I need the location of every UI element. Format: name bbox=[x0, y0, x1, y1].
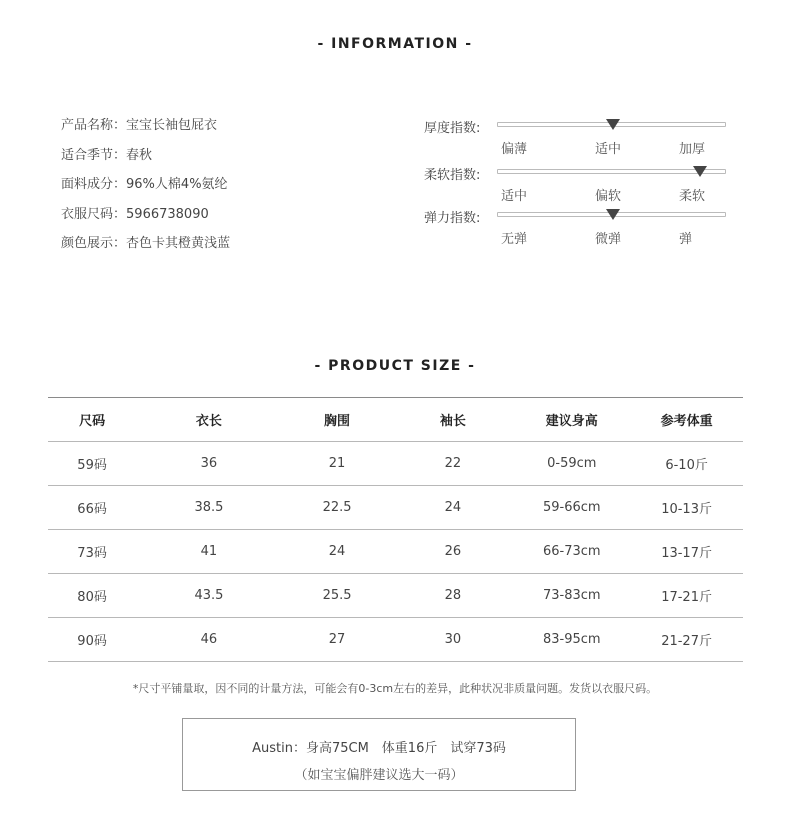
table-cell: 46 bbox=[136, 618, 282, 662]
table-row bbox=[48, 530, 743, 574]
table-cell: 30 bbox=[392, 618, 513, 662]
info-row bbox=[61, 205, 230, 235]
size-table bbox=[48, 397, 743, 662]
table-cell: 80码 bbox=[48, 574, 136, 618]
info-label: 适合季节： bbox=[61, 147, 127, 163]
table-cell: 10-13斤 bbox=[630, 486, 743, 530]
table-cell: 83-95cm bbox=[513, 618, 630, 662]
table-body bbox=[48, 442, 743, 662]
slider-tick-label: 适中 bbox=[501, 189, 528, 204]
table-cell: 41 bbox=[136, 530, 282, 574]
info-value: 96%人棉 bbox=[126, 177, 181, 192]
table-cell: 28 bbox=[392, 574, 513, 618]
information-title: - INFORMATION - bbox=[317, 36, 473, 52]
table-cell: 38.5 bbox=[136, 486, 282, 530]
slider-ticks bbox=[497, 138, 726, 158]
table-cell: 25.5 bbox=[282, 574, 393, 618]
table-cell: 43.5 bbox=[136, 574, 282, 618]
slider-tick-label: 加厚 bbox=[679, 142, 706, 157]
table-cell: 13-17斤 bbox=[630, 530, 743, 574]
table-row bbox=[48, 486, 743, 530]
table-header-cell: 袖长 bbox=[392, 398, 513, 442]
table-cell: 59-66cm bbox=[513, 486, 630, 530]
table-cell: 22 bbox=[392, 442, 513, 486]
table-cell: 73码 bbox=[48, 530, 136, 574]
info-row bbox=[61, 146, 230, 176]
index-slider bbox=[424, 120, 734, 160]
table-cell: 24 bbox=[392, 486, 513, 530]
slider-label: 弹力指数: bbox=[424, 211, 481, 226]
slider-ticks bbox=[497, 185, 726, 205]
slider-tick-label: 适中 bbox=[595, 142, 622, 157]
info-label: 颜色展示： bbox=[61, 236, 127, 251]
info-label: 面料成分： bbox=[61, 177, 127, 192]
slider-tick-label: 弹 bbox=[679, 232, 693, 247]
slider-tick-label: 柔软 bbox=[679, 189, 706, 204]
slider-label: 厚度指数: bbox=[424, 121, 481, 136]
table-cell: 66-73cm bbox=[513, 530, 630, 574]
index-slider bbox=[424, 167, 734, 207]
slider-label: 柔软指数: bbox=[424, 168, 481, 183]
slider-marker-icon bbox=[606, 119, 620, 130]
slider-tick-label: 微弹 bbox=[595, 232, 622, 247]
table-cell: 73-83cm bbox=[513, 574, 630, 618]
info-value: 卡其 bbox=[152, 236, 179, 251]
table-cell: 22.5 bbox=[282, 486, 393, 530]
try-on-info: Austin：身高75CM 体重16斤 试穿73码 bbox=[252, 741, 506, 756]
try-on-suggestion: （如宝宝偏胖建议选大一码） bbox=[294, 768, 464, 783]
table-header-cell: 胸围 bbox=[282, 398, 393, 442]
info-value: 80 bbox=[175, 206, 193, 222]
table-cell: 0-59cm bbox=[513, 442, 630, 486]
info-value: 73 bbox=[159, 206, 176, 222]
slider-tick-label: 偏软 bbox=[595, 189, 622, 204]
slider-ticks bbox=[497, 228, 726, 248]
table-cell: 27 bbox=[282, 618, 393, 662]
table-cell: 26 bbox=[392, 530, 513, 574]
table-row bbox=[48, 618, 743, 662]
info-value: 春秋 bbox=[126, 147, 153, 163]
table-header-row bbox=[48, 398, 743, 442]
table-cell: 66码 bbox=[48, 486, 136, 530]
table-cell: 59码 bbox=[48, 442, 136, 486]
info-value: 杏色 bbox=[126, 236, 153, 251]
info-row bbox=[61, 175, 230, 205]
info-label: 产品名称： bbox=[61, 118, 127, 133]
table-header-cell: 建议身高 bbox=[513, 398, 630, 442]
product-info-list bbox=[61, 116, 230, 264]
info-value: 90 bbox=[192, 206, 209, 222]
table-cell: 90码 bbox=[48, 618, 136, 662]
table-cell: 21 bbox=[282, 442, 393, 486]
info-label: 衣服尺码： bbox=[61, 206, 127, 222]
try-on-box bbox=[182, 718, 576, 791]
info-value: 宝宝长袖包屁衣 bbox=[126, 118, 218, 133]
slider-tick-label: 无弹 bbox=[501, 232, 528, 247]
info-value: 66 bbox=[142, 206, 160, 222]
product-size-title: - PRODUCT SIZE - bbox=[314, 358, 476, 374]
info-row bbox=[61, 234, 230, 264]
table-cell: 6-10斤 bbox=[630, 442, 743, 486]
table-cell: 24 bbox=[282, 530, 393, 574]
info-value: 橙黄 bbox=[178, 236, 205, 251]
table-cell: 21-27斤 bbox=[630, 618, 743, 662]
table-cell: 36 bbox=[136, 442, 282, 486]
table-header-cell: 衣长 bbox=[136, 398, 282, 442]
table-header-cell: 参考体重 bbox=[630, 398, 743, 442]
table-cell: 17-21斤 bbox=[630, 574, 743, 618]
slider-track bbox=[497, 122, 726, 127]
slider-marker-icon bbox=[606, 209, 620, 220]
table-row bbox=[48, 574, 743, 618]
slider-tick-label: 偏薄 bbox=[501, 142, 528, 157]
info-row bbox=[61, 116, 230, 146]
table-header-cell: 尺码 bbox=[48, 398, 136, 442]
index-slider bbox=[424, 210, 734, 250]
info-value: 4%氨纶 bbox=[180, 177, 228, 192]
table-row bbox=[48, 442, 743, 486]
slider-track bbox=[497, 169, 726, 174]
slider-track bbox=[497, 212, 726, 217]
measurement-note: *尺寸平铺量取，因不同的计量方法，可能会有0-3cm左右的差异，此种状况非质量问题。发货以衣服尺码。 bbox=[132, 682, 658, 695]
info-value: 59 bbox=[126, 206, 143, 222]
info-value: 浅蓝 bbox=[204, 236, 231, 251]
slider-marker-icon bbox=[693, 166, 707, 177]
